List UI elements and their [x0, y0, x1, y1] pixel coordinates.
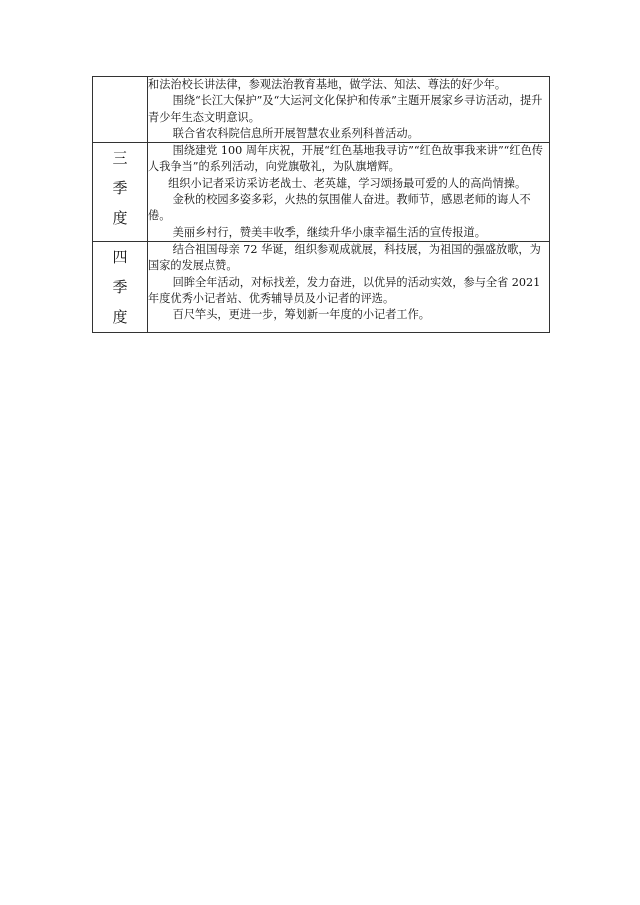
quarter-cell: [93, 143, 148, 242]
paragraph: 组织小记者采访采访老战士、老英雄，学习颂扬最可爱的人的高尚情操。: [168, 176, 527, 190]
quarter-label-char: 季: [112, 179, 128, 198]
table-row: [93, 143, 550, 242]
paragraph: 回眸全年活动，对标找差，发力奋进，以优异的活动实效，参与全省 2021 年度优秀小记者站、优秀辅导员及小记者的评选。: [148, 275, 541, 305]
quarter-label-char: 四: [112, 247, 128, 266]
quarter-cell: [93, 77, 148, 143]
quarter-label-char: 季: [112, 277, 128, 296]
table-row: [93, 77, 550, 143]
content-cell: [148, 143, 550, 242]
paragraph: 联合省农科院信息所开展智慧农业系列科普活动。: [172, 126, 419, 140]
table-row: [93, 241, 550, 332]
paragraph: 围绕“长江大保护”及“大运河文化保护和传承”主题开展家乡寻访活动，提升青少年生态文明意识。: [148, 94, 543, 124]
activity-plan-table: [92, 76, 550, 333]
paragraph: 结合祖国母亲 72 华诞，组织参观成就展，科技展，为祖国的强盛放歌，为国家的发展点赞。: [148, 242, 541, 273]
quarter-cell: [93, 241, 148, 332]
content-cell: [148, 77, 550, 143]
paragraph: 百尺竿头，更进一步，筹划新一年度的小记者工作。: [172, 308, 430, 322]
quarter-label-char: 度: [112, 209, 128, 228]
paragraph: 美丽乡村行，赞美丰收季，继续升华小康幸福生活的宣传报道。: [172, 225, 486, 239]
paragraph: 围绕建党 100 周年庆祝，开展“红色基地我寻访”“红色故事我来讲”“红色传人我争当”的系列活动，向党旗敬礼，为队旗增辉。: [148, 144, 543, 174]
quarter-label-char: 三: [112, 149, 128, 168]
quarter-label-char: 度: [112, 307, 128, 326]
content-cell: [148, 241, 550, 332]
paragraph: 金秋的校园多姿多彩，火热的氛围催人奋进。教师节，感恩老师的诲人不倦。: [148, 193, 531, 223]
paragraph: 和法治校长讲法律，参观法治教育基地，做学法、知法、尊法的好少年。: [148, 78, 507, 91]
